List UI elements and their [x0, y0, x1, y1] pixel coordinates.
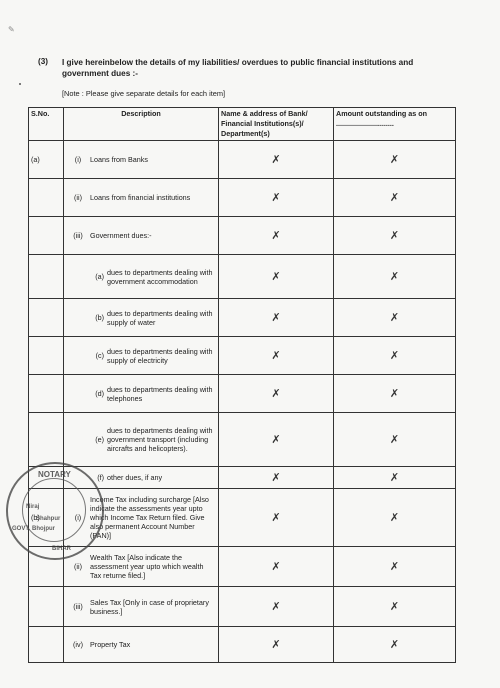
note-text: [Note : Please give separate details for each item] [62, 89, 226, 98]
row-text: dues to departments dealing with government accommodation [107, 267, 213, 286]
row-sno [29, 413, 64, 467]
row-sno [29, 217, 64, 255]
row-description [64, 413, 219, 467]
row-sno [29, 375, 64, 413]
row-item-number: (d) [95, 389, 104, 398]
section-number: (3) [38, 57, 49, 66]
row-text: Income Tax including surcharge [Also indicate the assessments year upto which Income Tax Return filed. Give also permanent Account Number (PAN)] [90, 495, 209, 540]
header-description: Description [64, 108, 219, 141]
header-amount: Amount outstanding as on ............................. [334, 108, 456, 141]
row-item-number: (iv) [73, 640, 83, 649]
row-text: Sales Tax [Only in case of proprietary business.] [90, 597, 209, 616]
row-description [64, 141, 219, 179]
section-title: I give hereinbelow the details of my liabilities/ overdues to public financial institutions and government dues :- [62, 58, 414, 78]
stamp-place: Shahpur [36, 516, 61, 522]
row-bank-mark: ✗ [219, 337, 334, 375]
table-row [29, 413, 456, 467]
stamp-gov: GOVT. [12, 526, 31, 532]
row-amount-mark: ✗ [334, 179, 456, 217]
row-amount-mark: ✗ [334, 467, 456, 489]
row-item-number: (iii) [73, 231, 83, 240]
table-row [29, 337, 456, 375]
table-row [29, 627, 456, 663]
row-description [64, 255, 219, 299]
row-sno [29, 299, 64, 337]
scan-speck: ✎ [8, 25, 15, 34]
row-amount-mark: ✗ [334, 141, 456, 179]
row-item-number: (ii) [74, 562, 82, 571]
margin-dot [19, 83, 21, 85]
row-bank-mark: ✗ [219, 547, 334, 587]
row-sno [29, 337, 64, 375]
notary-stamp [6, 462, 104, 560]
row-amount-mark: ✗ [334, 299, 456, 337]
table-header-row [29, 108, 456, 141]
liabilities-table [28, 107, 456, 663]
table-row [29, 141, 456, 179]
row-sno [29, 179, 64, 217]
row-description [64, 375, 219, 413]
row-description [64, 217, 219, 255]
row-text: Loans from financial institutions [90, 193, 191, 202]
header-bank: Name & address of Bank/ Financial Institutions(s)/ Department(s) [219, 108, 334, 141]
row-bank-mark: ✗ [219, 375, 334, 413]
row-description [64, 587, 219, 627]
row-bank-mark: ✗ [219, 217, 334, 255]
row-text: Wealth Tax [Also indicate the assessment year upto which wealth Tax returne filed.] [90, 553, 204, 580]
row-bank-mark: ✗ [219, 627, 334, 663]
row-description [64, 627, 219, 663]
row-amount-mark: ✗ [334, 547, 456, 587]
row-text: dues to departments dealing with supply of electricity [107, 346, 213, 365]
row-amount-mark: ✗ [334, 255, 456, 299]
stamp-name: Niraj [26, 504, 40, 510]
row-item-number: (i) [74, 155, 82, 164]
stamp-district: Bhojpur [32, 526, 55, 532]
table-row [29, 179, 456, 217]
row-description [64, 337, 219, 375]
row-text: Government dues:- [90, 231, 152, 240]
row-sno [29, 627, 64, 663]
table-row [29, 217, 456, 255]
row-item-number: (f) [97, 473, 104, 482]
row-description [64, 547, 219, 587]
row-amount-mark: ✗ [334, 217, 456, 255]
row-text: dues to departments dealing with government transport (including aircrafts and helicopters). [107, 426, 213, 453]
row-amount-mark: ✗ [334, 337, 456, 375]
stamp-state: BIHAR [52, 546, 71, 552]
stamp-top-text: NOTARY [38, 470, 71, 479]
stamp-inner-ring [22, 478, 86, 542]
row-amount-mark: ✗ [334, 587, 456, 627]
row-item-number: (b) [95, 313, 104, 322]
row-text: dues to departments dealing with telephones [107, 384, 213, 403]
row-bank-mark: ✗ [219, 489, 334, 547]
row-bank-mark: ✗ [219, 587, 334, 627]
row-bank-mark: ✗ [219, 179, 334, 217]
row-bank-mark: ✗ [219, 299, 334, 337]
row-sno: (a) [29, 141, 64, 179]
row-text: dues to departments dealing with supply of water [107, 308, 213, 327]
row-bank-mark: ✗ [219, 467, 334, 489]
row-amount-mark: ✗ [334, 489, 456, 547]
row-bank-mark: ✗ [219, 413, 334, 467]
row-item-number: (a) [95, 272, 104, 281]
row-amount-mark: ✗ [334, 375, 456, 413]
row-item-number: (c) [95, 351, 104, 360]
row-item-number: (e) [95, 435, 104, 444]
row-bank-mark: ✗ [219, 255, 334, 299]
row-sno: (b) [29, 489, 64, 547]
table-row [29, 375, 456, 413]
row-item-number: (i) [74, 513, 82, 522]
table-row [29, 299, 456, 337]
table-row [29, 547, 456, 587]
table-row [29, 255, 456, 299]
row-text: other dues, if any [107, 473, 163, 482]
table-row [29, 587, 456, 627]
row-bank-mark: ✗ [219, 141, 334, 179]
row-text: Property Tax [90, 640, 131, 649]
row-description [64, 179, 219, 217]
row-item-number: (iii) [73, 602, 83, 611]
row-description [64, 299, 219, 337]
row-text: Loans from Banks [90, 155, 148, 164]
row-sno [29, 255, 64, 299]
row-sno [29, 587, 64, 627]
header-sno: S.No. [29, 108, 64, 141]
row-amount-mark: ✗ [334, 413, 456, 467]
row-item-number: (ii) [74, 193, 82, 202]
row-amount-mark: ✗ [334, 627, 456, 663]
